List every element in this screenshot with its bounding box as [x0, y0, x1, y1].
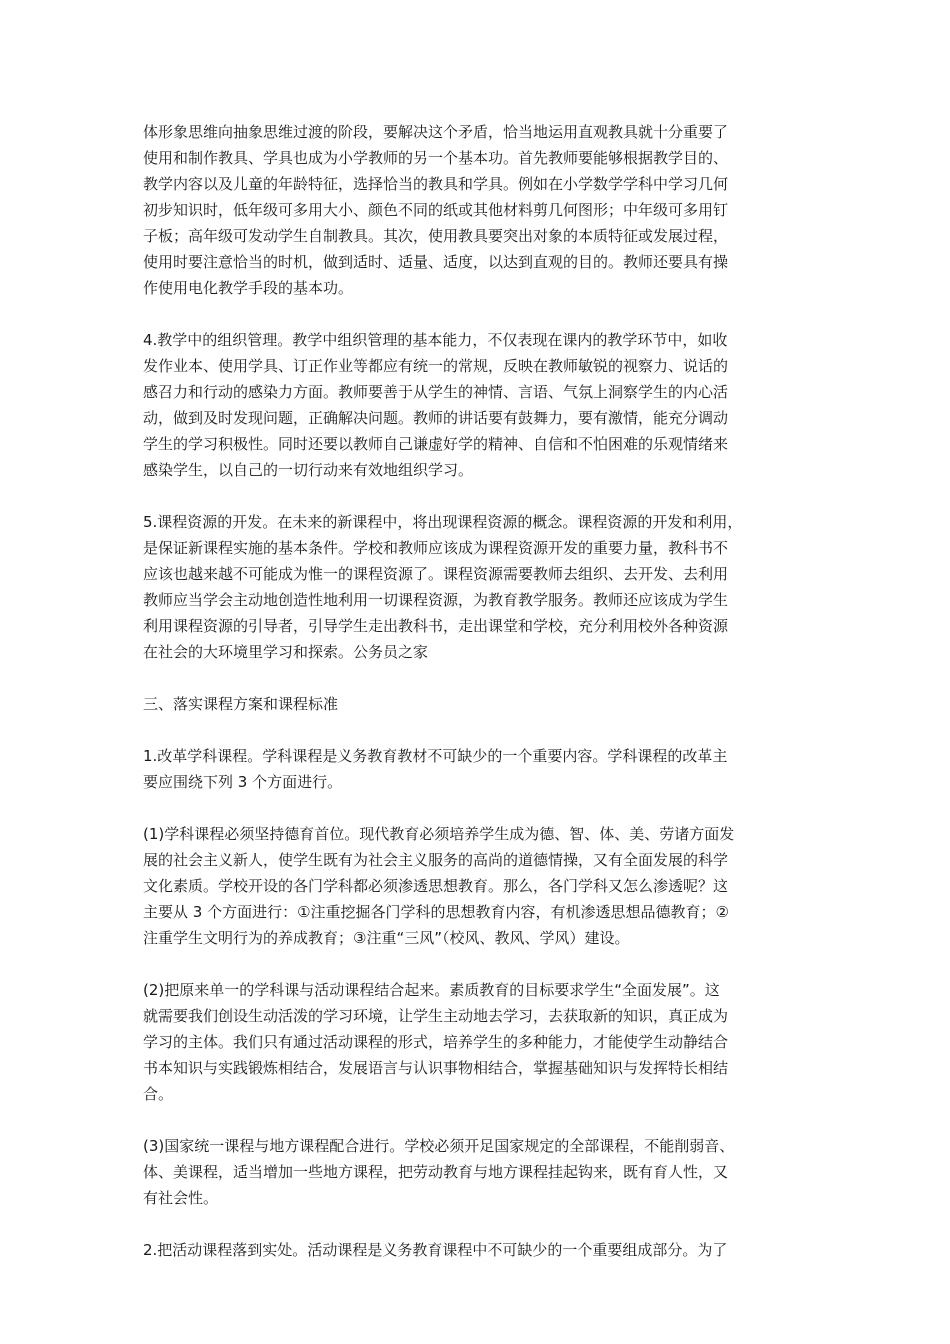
text-line: 主要从 3 个方面进行：①注重挖掘各门学科的思想教育内容，有机渗透思想品德教育；② — [143, 903, 729, 921]
section-heading-text: 三、落实课程方案和课程标准 — [143, 695, 339, 713]
paragraph-moral-education-first — [143, 821, 815, 951]
text-line: 书本知识与实践锻炼相结合，发展语言与认识事物相结合，掌握基础知识与发挥特长相结 — [143, 1059, 729, 1077]
text-line: 合。 — [143, 1085, 174, 1103]
paragraph-teaching-aids — [143, 119, 815, 301]
text-line: 体、美课程，适当增加一些地方课程，把劳动教育与地方课程挂起钩来，既有育人性，又 — [143, 1163, 729, 1181]
paragraph-national-local-courses — [143, 1133, 815, 1211]
text-line: 4.教学中的组织管理。教学中组织管理的基本能力，不仅表现在课内的教学环节中，如收 — [143, 331, 728, 349]
text-line: 学生的学习积极性。同时还要以教师自己谦虚好学的精神、自信和不怕困难的乐观情绪来 — [143, 435, 729, 453]
text-line: (2)把原来单一的学科课与活动课程结合起来。素质教育的目标要求学生“全面发展”。这 — [143, 981, 720, 999]
text-line: 要应围绕下列 3 个方面进行。 — [143, 773, 343, 791]
text-line: 初步知识时，低年级可多用大小、颜色不同的纸或其他材料剪几何图形；中年级可多用钉 — [143, 201, 729, 219]
text-line: (1)学科课程必须坚持德育首位。现代教育必须培养学生成为德、智、体、美、劳诸方面发 — [143, 825, 735, 843]
text-line: 教师应当学会主动地创造性地利用一切课程资源，为教育教学服务。教师还应该成为学生 — [143, 591, 729, 609]
text-line: (3)国家统一课程与地方课程配合进行。学校必须开足国家规定的全部课程，不能削弱音、 — [143, 1137, 735, 1155]
document-page — [143, 119, 815, 1289]
text-line: 1.改革学科课程。学科课程是义务教育教材不可缺少的一个重要内容。学科课程的改革主 — [143, 747, 728, 765]
text-line: 注重学生文明行为的养成教育；③注重“三风”（校风、教风、学风）建设。 — [143, 929, 630, 947]
text-line: 应该也越来越不可能成为惟一的课程资源了。课程资源需要教师去组织、去开发、去利用 — [143, 565, 729, 583]
text-line: 文化素质。学校开设的各门学科都必须渗透思想教育。那么，各门学科又怎么渗透呢？这 — [143, 877, 729, 895]
text-line: 教学内容以及儿童的年龄特征，选择恰当的教具和学具。例如在小学数学学科中学习几何 — [143, 175, 729, 193]
text-line: 子板；高年级可发动学生自制教具。其次，使用教具要突出对象的本质特征或发展过程， — [143, 227, 729, 245]
paragraph-curriculum-resources — [143, 509, 815, 665]
paragraph-activity-courses — [143, 1237, 815, 1263]
text-line: 有社会性。 — [143, 1189, 219, 1207]
text-line: 使用时要注意恰当的时机，做到适时、适量、适度，以达到直观的目的。教师还要具有操 — [143, 253, 729, 271]
text-line: 体形象思维向抽象思维过渡的阶段，要解决这个矛盾，恰当地运用直观教具就十分重要了 — [143, 123, 729, 141]
text-line: 使用和制作教具、学具也成为小学教师的另一个基本功。首先教师要能够根据教学目的、 — [143, 149, 729, 167]
text-line: 作使用电化教学手段的基本功。 — [143, 279, 354, 297]
section-heading — [143, 691, 815, 717]
text-line: 2.把活动课程落到实处。活动课程是义务教育课程中不可缺少的一个重要组成部分。为了 — [143, 1241, 728, 1259]
text-line: 感召力和行动的感染力方面。教师要善于从学生的神情、言语、气氛上洞察学生的内心活 — [143, 383, 729, 401]
text-line: 学习的主体。我们只有通过活动课程的形式，培养学生的多种能力，才能使学生动静结合 — [143, 1033, 729, 1051]
text-line: 发作业本、使用学具、订正作业等都应有统一的常规，反映在教师敏锐的视察力、说话的 — [143, 357, 729, 375]
paragraph-organization-management — [143, 327, 815, 483]
text-line: 5.课程资源的开发。在未来的新课程中，将出现课程资源的概念。课程资源的开发和利用， — [143, 513, 743, 531]
text-line: 感染学生，以自己的一切行动来有效地组织学习。 — [143, 461, 474, 479]
text-line: 是保证新课程实施的基本条件。学校和教师应该成为课程资源开发的重要力量，教科书不 — [143, 539, 729, 557]
paragraph-reform-subject-courses — [143, 743, 815, 795]
text-line: 动，做到及时发现问题，正确解决问题。教师的讲话要有鼓舞力，要有激情，能充分调动 — [143, 409, 729, 427]
text-line: 在社会的大环境里学习和探索。公务员之家 — [143, 643, 429, 661]
text-line: 就需要我们创设生动活泼的学习环境，让学生主动地去学习，去获取新的知识，真正成为 — [143, 1007, 729, 1025]
paragraph-combine-activity-courses — [143, 977, 815, 1107]
text-line: 利用课程资源的引导者，引导学生走出教科书，走出课堂和学校，充分利用校外各种资源 — [143, 617, 729, 635]
text-line: 展的社会主义新人，使学生既有为社会主义服务的高尚的道德情操，又有全面发展的科学 — [143, 851, 729, 869]
